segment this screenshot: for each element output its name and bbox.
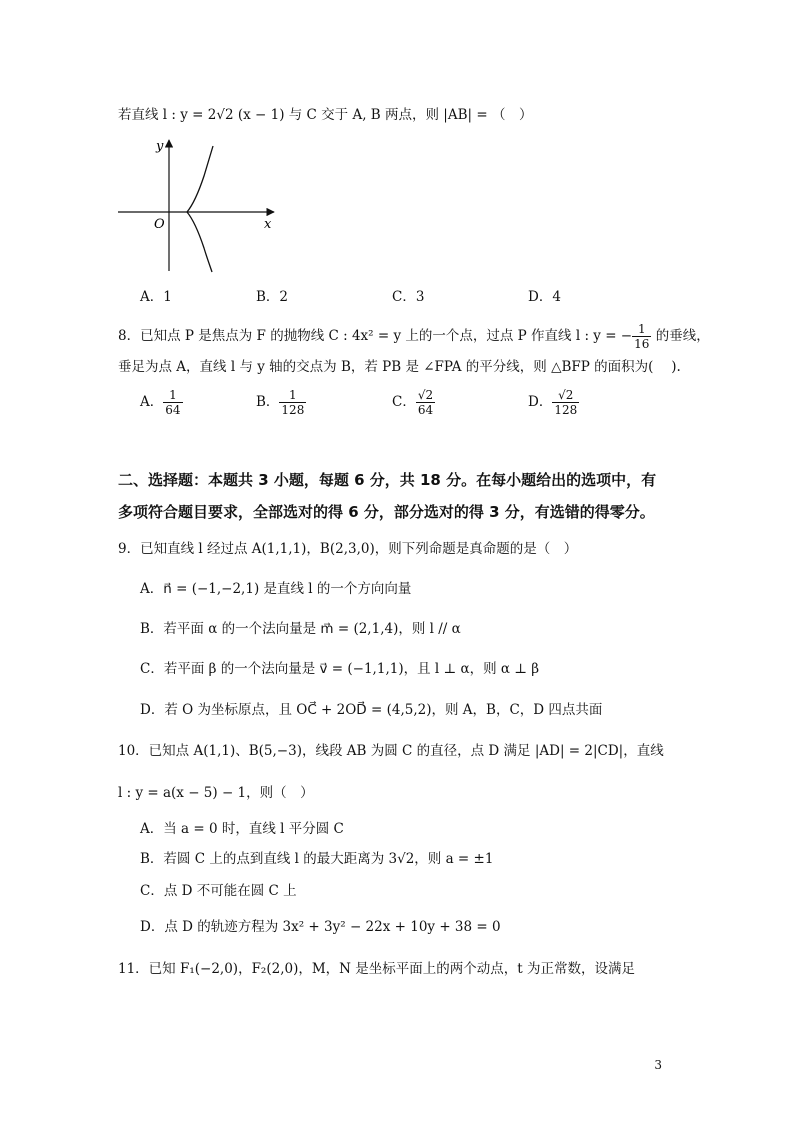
- q8-line1-tail: 的垂线，: [651, 328, 710, 344]
- q8-line1-text: 8．已知点 P 是焦点为 F 的抛物线 C : 4x² = y 上的一个点，过点 P 作直线 l : y = −: [118, 328, 633, 344]
- origin-label: O: [154, 217, 165, 232]
- q7-option-a[interactable]: A．1: [140, 289, 172, 305]
- q8-option-c[interactable]: [392, 388, 435, 417]
- q10-line2: l : y = a(x − 5) − 1，则（ ）: [118, 785, 314, 801]
- curve-lower-branch: [187, 212, 212, 272]
- q9-stem: 9．已知直线 l 经过点 A(1,1,1)，B(2,3,0)，则下列命题是真命题的是（ ）: [118, 541, 578, 557]
- q8-fraction-num: 1: [632, 322, 651, 337]
- q8-fraction: [632, 322, 651, 351]
- q8-option-d-letter: D．: [528, 394, 553, 410]
- q8-option-b-den: 128: [281, 403, 305, 417]
- q8-option-d-den: 128: [554, 403, 578, 417]
- q8-option-d-frac: [552, 388, 579, 417]
- q10-option-d[interactable]: D．点 D 的轨迹方程为 3x² + 3y² − 22x + 10y + 38 = 0: [140, 919, 501, 935]
- q8-option-d[interactable]: [528, 388, 579, 417]
- q8-line2: 垂足为点 A，直线 l 与 y 轴的交点为 B，若 PB 是 ∠FPA 的平分线，则 △BFP 的面积为( ).: [118, 359, 681, 375]
- section2-heading-line1: 二、选择题：本题共 3 小题，每题 6 分，共 18 分。在每小题给出的选项中，有: [118, 471, 657, 489]
- q11-stem: 11．已知 F₁(−2,0)，F₂(2,0)，M，N 是坐标平面上的两个动点，t 为正常数，设满足: [118, 961, 635, 977]
- q8-option-c-frac: [416, 388, 435, 417]
- q8-option-c-letter: C．: [392, 394, 416, 410]
- q8-option-c-num: √2: [417, 388, 434, 402]
- curve-upper-branch: [187, 146, 213, 212]
- q8-option-a-num: 1: [163, 388, 182, 403]
- q7-stem: 若直线 l : y = 2√2 (x − 1) 与 C 交于 A, B 两点，则 |AB| = （ ）: [118, 107, 533, 123]
- x-axis-label: x: [264, 217, 272, 232]
- q9-option-d[interactable]: D．若 O 为坐标原点，且 OC⃗ + 2OD⃗ = (4,5,2)，则 A，B，C，D 四点共面: [140, 702, 603, 718]
- q8-option-b-frac: [279, 388, 306, 417]
- q8-fraction-den: 16: [634, 337, 650, 351]
- q7-option-c[interactable]: C．3: [392, 289, 425, 305]
- q8-option-b-num: 1: [279, 388, 306, 403]
- q8-option-a-letter: A．: [140, 394, 164, 410]
- q10-line1: 10．已知点 A(1,1)、B(5,−3)，线段 AB 为圆 C 的直径，点 D 满足 |AD| = 2|CD|，直线: [118, 743, 664, 759]
- q7-curve-graph: [112, 136, 282, 276]
- q8-option-b[interactable]: [256, 388, 306, 417]
- q10-option-c[interactable]: C．点 D 不可能在圆 C 上: [140, 883, 297, 899]
- q10-option-a[interactable]: A．当 a = 0 时，直线 l 平分圆 C: [140, 821, 344, 837]
- q10-option-b[interactable]: B．若圆 C 上的点到直线 l 的最大距离为 3√2，则 a = ±1: [140, 851, 494, 867]
- section2-heading-line2: 多项符合题目要求，全部选对的得 6 分，部分选对的得 3 分，有选错的得零分。: [118, 503, 655, 521]
- page-number: 3: [654, 1058, 662, 1072]
- q8-line1: [118, 322, 710, 351]
- q8-option-d-num: √2: [552, 388, 579, 403]
- q9-option-a[interactable]: A．n⃗ = (−1,−2,1) 是直线 l 的一个方向向量: [140, 581, 412, 597]
- y-axis-label: y: [156, 139, 164, 154]
- q8-option-c-den: 64: [417, 403, 434, 417]
- q7-option-d[interactable]: D．4: [528, 289, 561, 305]
- q8-option-a[interactable]: [140, 388, 183, 417]
- q9-option-b[interactable]: B．若平面 α 的一个法向量是 m⃗ = (2,1,4)，则 l // α: [140, 621, 461, 637]
- q8-option-a-den: 64: [165, 403, 181, 417]
- q9-option-c[interactable]: C．若平面 β 的一个法向量是 v⃗ = (−1,1,1)，且 l ⊥ α，则 α ⊥ β: [140, 661, 540, 677]
- q8-option-b-letter: B．: [256, 394, 280, 410]
- q8-option-a-frac: [163, 388, 182, 417]
- q7-option-b[interactable]: B．2: [256, 289, 289, 305]
